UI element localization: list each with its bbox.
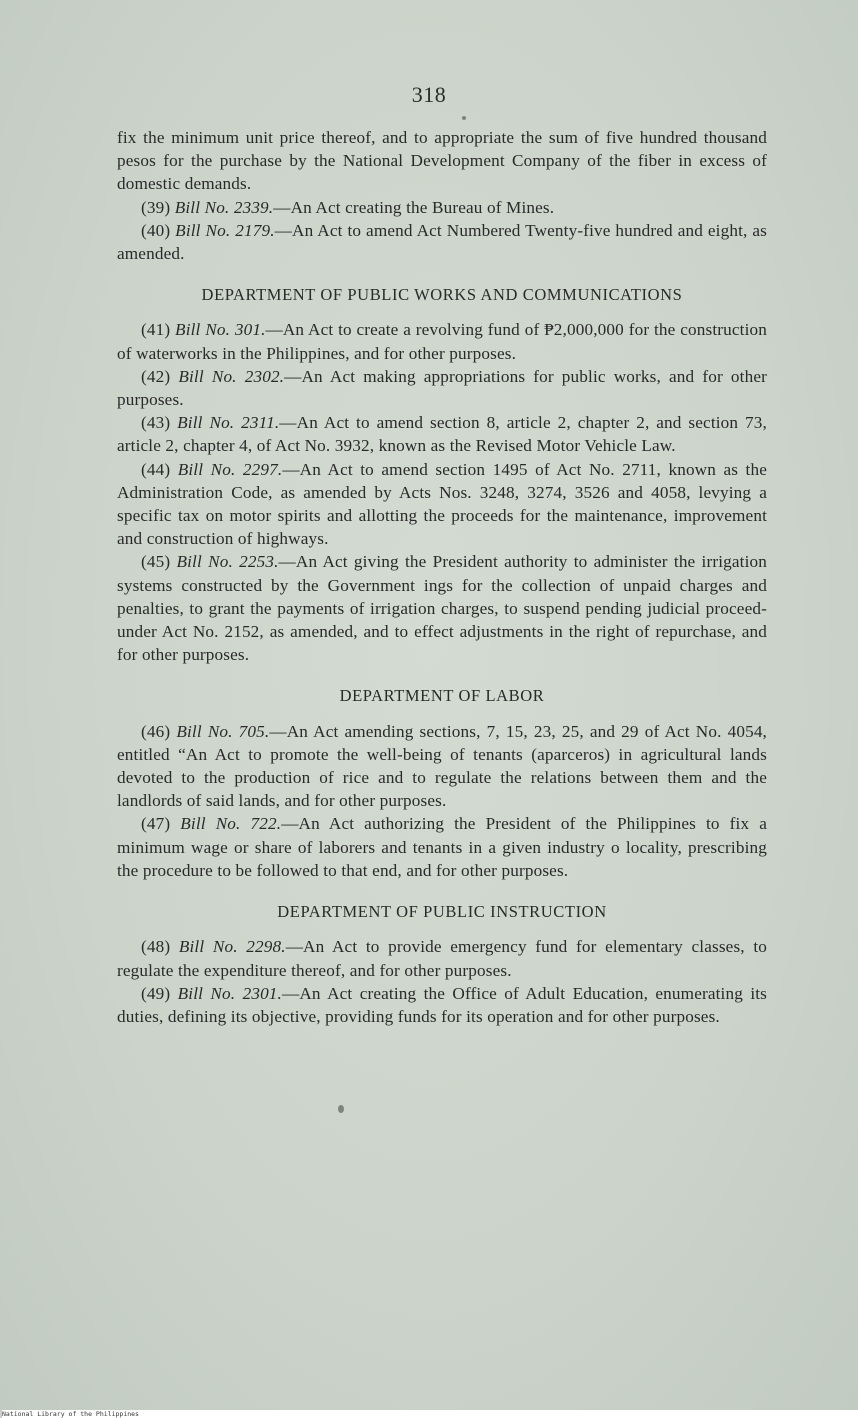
ink-dot bbox=[462, 116, 466, 120]
section-heading-public-works: DEPARTMENT OF PUBLIC WORKS AND COMMUNICATIONS bbox=[201, 285, 683, 305]
page-number: 318 bbox=[411, 82, 447, 107]
bill-entry-45: (45) Bill No. 2253.—An Act giving the President authority to administer the irrigation systems constructed by the Government ings for the collection of unpaid charges and penalties, to grant the payments of irrigation charges, to suspend pending judicial proceed- under Act No. 2152, as amended, and to effect adjustments in the right of repurchase, and for other purposes. bbox=[117, 552, 768, 665]
bill-entry-47: (47) Bill No. 722.—An Act authorizing the President of the Philippines to fix a minimum wage or share of laborers and tenants in a given industry o locality, prescribing the procedure to be followed to that end, and for other purposes. bbox=[117, 814, 767, 880]
page-body bbox=[117, 126, 767, 1028]
library-watermark-footer: National Library of the Philippines bbox=[2, 1410, 858, 1418]
section-heading-labor: DEPARTMENT OF LABOR bbox=[339, 686, 545, 706]
bill-entry-40: (40) Bill No. 2179.—An Act to amend Act Numbered Twenty-five hundred and eight, as amended. bbox=[117, 220, 767, 264]
ink-dot bbox=[338, 1105, 344, 1113]
intro-paragraph: fix the minimum unit price thereof, and to appropriate the sum of five hundred thousand pesos for the purchase by the National Development Company of the fiber in excess of domestic demands. bbox=[117, 128, 767, 194]
bill-entry-44: (44) Bill No. 2297.—An Act to amend section 1495 of Act No. 2711, known as the Administration Code, as amended by Acts Nos. 3248, 3274, 3526 and 4058, levying a specific tax on motor spirits and allotting the proceeds for the maintenance, improvement and construction of highways. bbox=[117, 459, 768, 549]
bill-entry-46: (46) Bill No. 705.—An Act amending sections, 7, 15, 23, 25, and 29 of Act No. 4054, entitled “An Act to promote the well-being of tenants (aparceros) in agricultural lands devoted to the production of rice and to regulate the relations between them and the landlords of said lands, and for other purposes. bbox=[117, 721, 768, 811]
bill-entry-39: (39) Bill No. 2339.—An Act creating the Bureau of Mines. bbox=[141, 197, 555, 217]
bill-entry-48: (48) Bill No. 2298.—An Act to provide emergency fund for elementary classes, to regulate the expenditure thereof, and for other purposes. bbox=[117, 937, 768, 980]
section-heading-public-instruction: DEPARTMENT OF PUBLIC INSTRUCTION bbox=[277, 902, 607, 922]
bill-entry-42: (42) Bill No. 2302.—An Act making appropriations for public works, and for other purposes. bbox=[117, 366, 768, 410]
bill-entry-49: (49) Bill No. 2301.—An Act creating the Office of Adult Education, enumerating its duties, defining its objective, providing funds for its operation and for other purposes. bbox=[117, 983, 768, 1026]
bill-entry-41: (41) Bill No. 301.—An Act to create a revolving fund of ₱2,000,000 for the construction of waterworks in the Philippines, and for other purposes. bbox=[117, 320, 767, 363]
bill-entry-43: (43) Bill No. 2311.—An Act to amend section 8, article 2, chapter 2, and section 73, article 2, chapter 4, of Act No. 3932, known as the Revised Motor Vehicle Law. bbox=[117, 413, 767, 456]
